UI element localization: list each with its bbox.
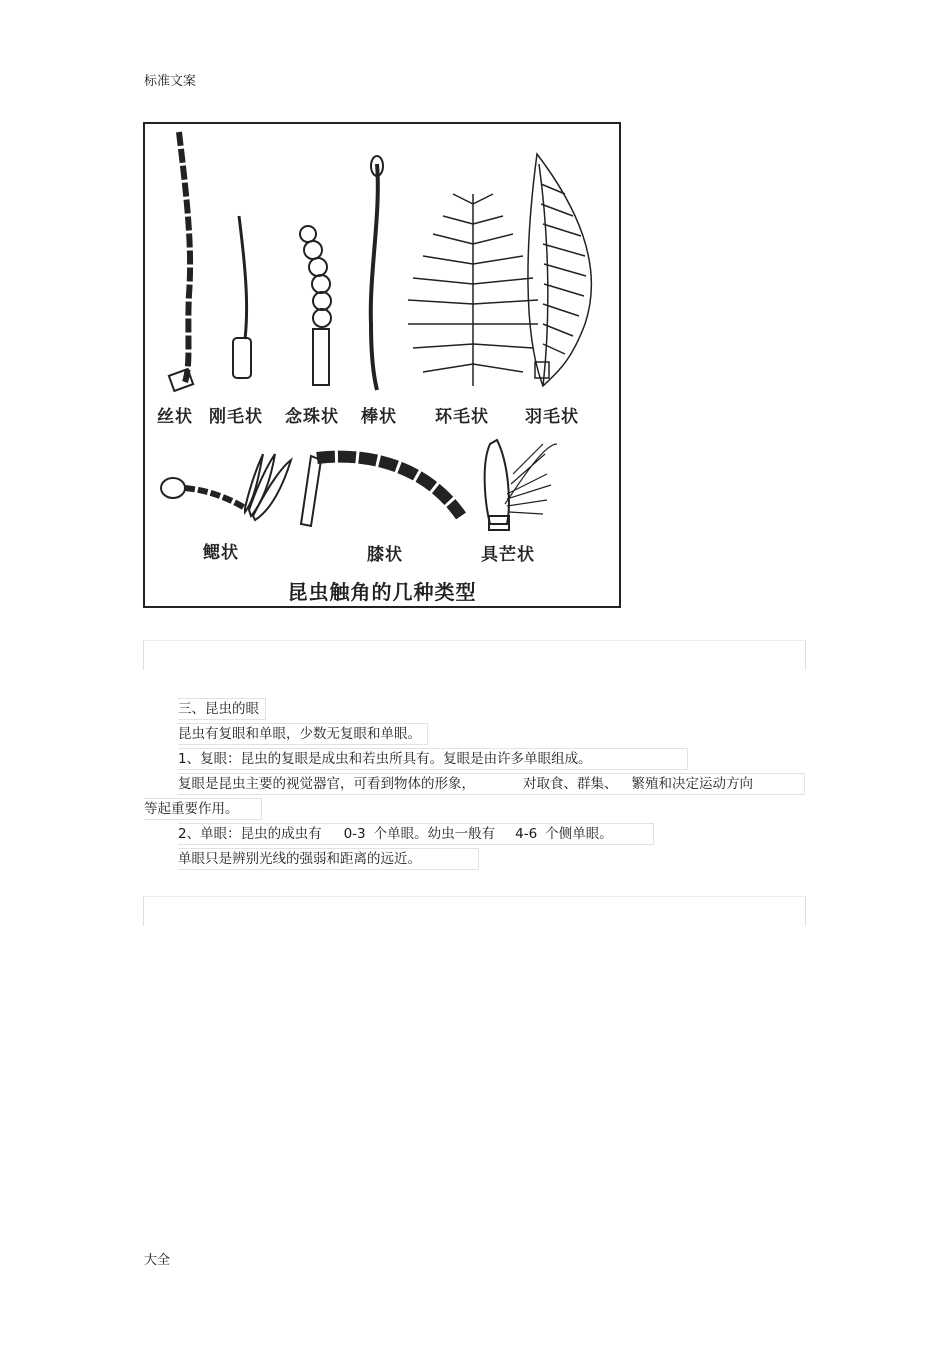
compound-eye-function-a: 复眼是昆虫主要的视觉器官，可看到物体的形象，	[178, 776, 475, 792]
label-pectinate: 羽毛状	[525, 407, 579, 427]
section-separator	[143, 640, 806, 670]
aristate-antenna	[485, 440, 557, 530]
compound-eye-function	[178, 773, 805, 795]
setaceous-antenna	[239, 216, 247, 339]
simple-eye-e: 个侧单眼。	[545, 826, 613, 842]
lamellate-antenna	[161, 454, 291, 520]
setaceous-base	[233, 338, 251, 378]
plumose-antenna	[408, 194, 538, 386]
label-geniculate: 膝状	[367, 545, 403, 565]
label-moniliform: 念珠状	[285, 407, 339, 427]
simple-eye-a: 2、单眼：昆虫的成虫有	[178, 826, 322, 842]
pectinate-antenna	[528, 154, 591, 386]
compound-eye-text: 1、复眼：昆虫的复眼是成虫和若虫所具有。复眼是由许多单眼组成。	[178, 748, 688, 770]
label-plumose: 环毛状	[435, 407, 489, 427]
filiform-base	[169, 369, 193, 391]
page-header: 标准文案	[144, 74, 197, 89]
simple-eye-c: 个单眼。幼虫一般有	[373, 826, 496, 842]
simple-eye-adult-count: 0-3	[343, 826, 366, 842]
label-filiform: 丝状	[157, 407, 193, 427]
moniliform-antenna	[300, 226, 331, 385]
geniculate-antenna	[301, 456, 461, 526]
page-footer: 大全	[144, 1253, 171, 1268]
simple-eye-larva-count: 4-6	[515, 826, 538, 842]
antenna-illustration	[145, 124, 619, 606]
eyes-intro: 昆虫有复眼和单眼，少数无复眼和单眼。	[178, 723, 428, 745]
antenna-types-figure	[143, 122, 621, 608]
label-aristate: 具芒状	[481, 545, 535, 565]
compound-eye-function-c: 繁殖和决定运动方向	[631, 776, 753, 792]
simple-eye-note: 单眼只是辨别光线的强弱和距离的远近。	[178, 848, 479, 870]
figure-caption: 昆虫触角的几种类型	[287, 580, 477, 604]
simple-eye-text	[178, 823, 654, 845]
compound-eye-function-b: 对取食、群集、	[523, 776, 618, 792]
label-lamellate: 鳃状	[203, 543, 239, 563]
clavate-antenna	[371, 164, 378, 390]
compound-eye-function-cont: 等起重要作用。	[144, 798, 262, 820]
label-setaceous: 刚毛状	[209, 407, 263, 427]
section-separator-bottom	[143, 896, 806, 926]
label-clavate: 棒状	[361, 407, 397, 427]
section-heading: 三、昆虫的眼	[178, 698, 266, 720]
filiform-antenna	[179, 132, 190, 382]
